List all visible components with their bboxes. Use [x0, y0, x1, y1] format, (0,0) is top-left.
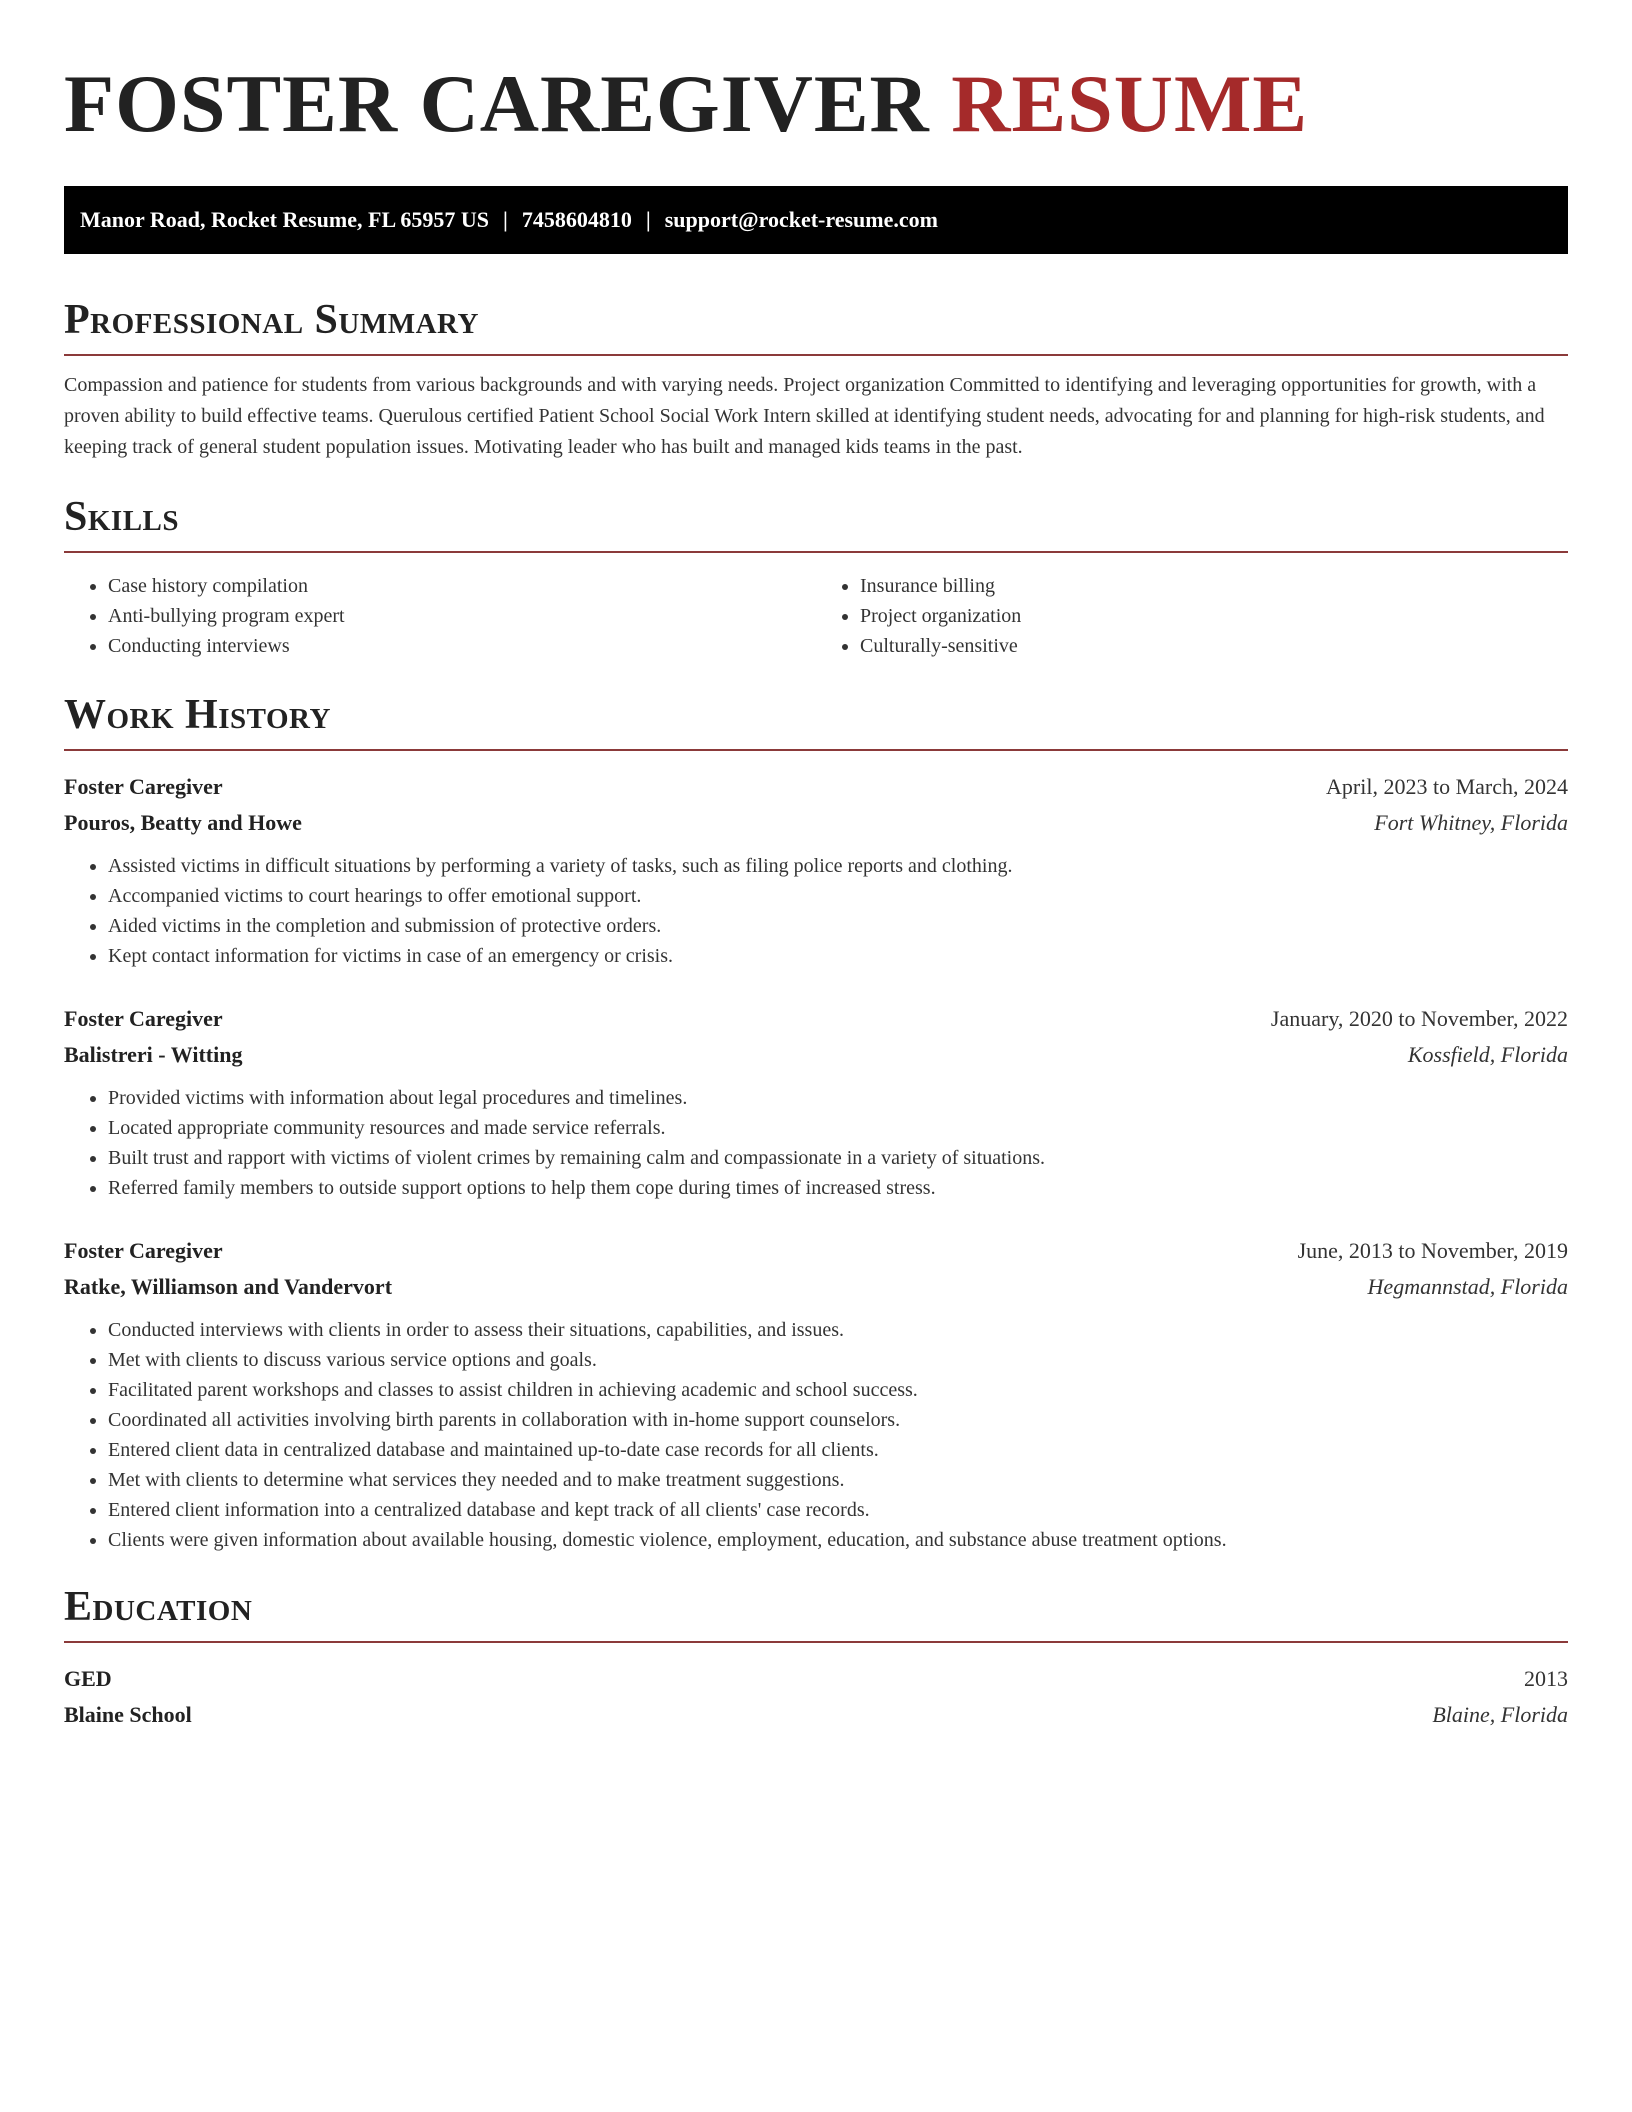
skill-item: • Anti-bullying program expert	[108, 601, 816, 631]
education-year: 2013	[1524, 1666, 1568, 1691]
summary-heading: Professional Summary	[64, 294, 1568, 356]
duty-item: • Built trust and rapport with victims of violent crimes by remaining calm and compassionate in a variety of situations.	[108, 1143, 1568, 1173]
skill-item: • Case history compilation	[108, 571, 816, 601]
job-dates: June, 2013 to November, 2019	[1297, 1238, 1568, 1263]
education-heading: Education	[64, 1581, 1568, 1643]
job-title: Foster Caregiver	[64, 774, 223, 799]
job-duties	[64, 851, 1568, 971]
resume-title	[64, 0, 1568, 152]
summary-section	[64, 294, 1568, 463]
duty-item: • Coordinated all activities involving birth parents in collaboration with in-home support counselors.	[108, 1405, 1568, 1435]
contact-phone: 7458604810	[521, 207, 632, 232]
duty-item: • Conducted interviews with clients in order to assess their situations, capabilities, and issues.	[108, 1315, 1568, 1345]
job-location: Fort Whitney, Florida	[1374, 810, 1568, 835]
job-title-row	[64, 1001, 1568, 1037]
contact-email: support@rocket-resume.com	[664, 207, 938, 232]
duty-item: • Provided victims with information about legal procedures and timelines.	[108, 1083, 1568, 1113]
job-company: Pouros, Beatty and Howe	[64, 810, 302, 835]
duty-item: • Entered client data in centralized database and maintained up-to-date case records for all clients.	[108, 1435, 1568, 1465]
education-degree-row	[64, 1661, 1568, 1697]
job-title: Foster Caregiver	[64, 1006, 223, 1031]
duty-item: • Clients were given information about available housing, domestic violence, employment, education, and substance abuse treatment options.	[108, 1525, 1568, 1555]
duty-item: • Assisted victims in difficult situations by performing a variety of tasks, such as filing police reports and clothing.	[108, 851, 1568, 881]
education-entry	[64, 1661, 1568, 1733]
job-location: Kossfield, Florida	[1407, 1042, 1568, 1067]
duty-item: • Facilitated parent workshops and classes to assist children in achieving academic and school success.	[108, 1375, 1568, 1405]
job-company-row	[64, 1037, 1568, 1073]
job-duties	[64, 1083, 1568, 1203]
contact-bar	[64, 186, 1568, 254]
education-school: Blaine School	[64, 1702, 192, 1727]
job-entry	[64, 1001, 1568, 1203]
skill-item: • Conducting interviews	[108, 631, 816, 661]
duty-item: • Located appropriate community resources and made service referrals.	[108, 1113, 1568, 1143]
summary-text: Compassion and patience for students from various backgrounds and with varying needs. Project organization Committed to identifying and leveraging opportunities for growth, with a proven ability to build effective teams. Querulous certified Patient School Social Work Intern skilled at identifying student needs, advocating for and planning for high-risk students, and keeping track of general student population issues. Motivating leader who has built and managed kids teams in the past.	[64, 374, 1545, 458]
skill-item: • Project organization	[860, 601, 1568, 631]
duty-item: • Met with clients to determine what services they needed and to make treatment suggestions.	[108, 1465, 1568, 1495]
job-dates: April, 2023 to March, 2024	[1326, 774, 1568, 799]
contact-separator: |	[645, 207, 651, 232]
job-location: Hegmannstad, Florida	[1367, 1274, 1568, 1299]
job-duties	[64, 1315, 1568, 1555]
skill-item: • Insurance billing	[860, 571, 1568, 601]
duty-item: • Entered client information into a centralized database and kept track of all clients' case records.	[108, 1495, 1568, 1525]
skills-list-left	[64, 571, 816, 661]
title-main: FOSTER CAREGIVER	[64, 58, 930, 149]
contact-address: Manor Road, Rocket Resume, FL 65957 US	[80, 207, 490, 232]
skills-section	[64, 491, 1568, 661]
skills-heading: Skills	[64, 491, 1568, 553]
job-company: Ratke, Williamson and Vandervort	[64, 1274, 393, 1299]
job-company: Balistreri - Witting	[64, 1042, 243, 1067]
skill-item: • Culturally-sensitive	[860, 631, 1568, 661]
job-title: Foster Caregiver	[64, 1238, 223, 1263]
education-section	[64, 1581, 1568, 1733]
work-history-section	[64, 689, 1568, 1555]
job-dates: January, 2020 to November, 2022	[1270, 1006, 1568, 1031]
duty-item: • Aided victims in the completion and submission of protective orders.	[108, 911, 1568, 941]
job-company-row	[64, 805, 1568, 841]
education-school-row	[64, 1697, 1568, 1733]
job-company-row	[64, 1269, 1568, 1305]
duty-item: • Referred family members to outside support options to help them cope during times of increased stress.	[108, 1173, 1568, 1203]
title-accent: RESUME	[951, 58, 1309, 149]
job-title-row	[64, 769, 1568, 805]
skills-grid	[64, 571, 1568, 661]
skills-list-right	[816, 571, 1568, 661]
education-degree: GED	[64, 1666, 112, 1691]
education-location: Blaine, Florida	[1432, 1702, 1568, 1727]
duty-item: • Met with clients to discuss various service options and goals.	[108, 1345, 1568, 1375]
job-title-row	[64, 1233, 1568, 1269]
work-history-heading: Work History	[64, 689, 1568, 751]
job-entry	[64, 1233, 1568, 1555]
duty-item: • Accompanied victims to court hearings to offer emotional support.	[108, 881, 1568, 911]
job-entry	[64, 769, 1568, 971]
duty-item: • Kept contact information for victims in case of an emergency or crisis.	[108, 941, 1568, 971]
contact-separator: |	[503, 207, 508, 232]
